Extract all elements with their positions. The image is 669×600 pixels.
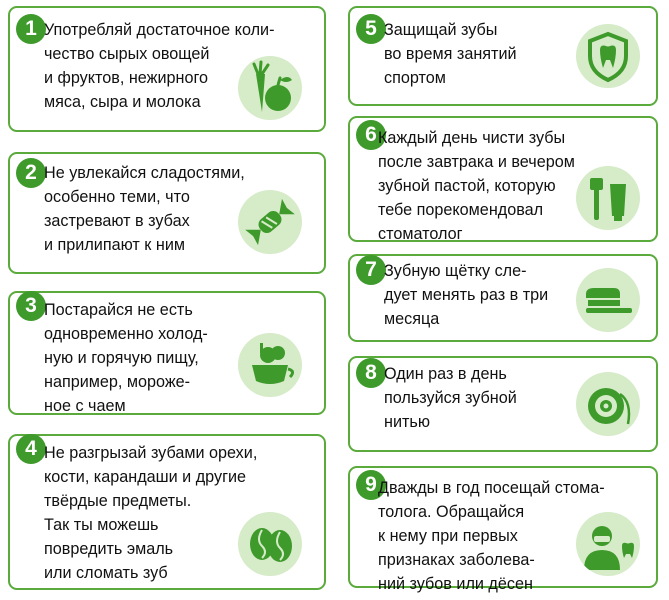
toothbrush-toothpaste-icon [576,166,640,230]
tip-number-badge: 1 [16,14,46,44]
tip-number-badge: 9 [356,470,386,500]
tip-text: Зубную щётку сле- дует менять раз в три месяца [384,262,549,328]
tip-card-6 [348,116,658,242]
tip-number-badge: 5 [356,14,386,44]
tip-card-5 [348,6,658,106]
tip-card-7 [348,254,658,342]
tip-text: Не увлекайся сладостями, особенно теми, что застревают в зубах и прилипают к ним [44,164,245,254]
tooth-shield-icon [576,24,640,88]
tip-card-1 [8,6,326,132]
tip-text: Постарайся не есть одновременно холод- ную и горячую пищу, например, мороже- ное с чаем [44,301,208,415]
tip-text: Дважды в год посещай стома- толога. Обращайся к нему при первых признаках заболева- ний зубов или дёсен [378,479,605,593]
hot-cold-food-icon [238,333,302,397]
tip-card-8 [348,356,658,452]
dentist-icon [576,512,640,576]
tip-text: Один раз в день пользуйся зубной нитью [384,365,517,431]
candy-icon [238,190,302,254]
walnut-icon [238,512,302,576]
toothbrush-icon [576,268,640,332]
tip-text: Защищай зубы во время занятий спортом [384,21,517,87]
tip-number-badge: 6 [356,120,386,150]
tip-number-badge: 4 [16,434,46,464]
tip-number-badge: 3 [16,291,46,321]
tip-number-badge: 2 [16,158,46,188]
tip-text: Не разгрызай зубами орехи, кости, карандаши и другие твёрдые предметы. Так ты можешь повредить эмаль или сломать зуб [44,444,258,582]
tip-text: Каждый день чисти зубы после завтрака и вечером зубной пастой, которую тебе порекомендовал стоматолог [378,129,575,243]
tip-card-4 [8,434,326,590]
tip-card-9 [348,466,658,593]
tip-card-2 [8,152,326,274]
dental-floss-icon [576,372,640,436]
tip-card-3 [8,291,326,415]
tip-text: Употребляй достаточное коли- чество сырых овощей и фруктов, нежирного мяса, сыра и молока [44,21,275,111]
tip-number-badge: 7 [356,255,386,285]
tip-number-badge: 8 [356,358,386,388]
vegetables-fruit-icon [238,56,302,120]
